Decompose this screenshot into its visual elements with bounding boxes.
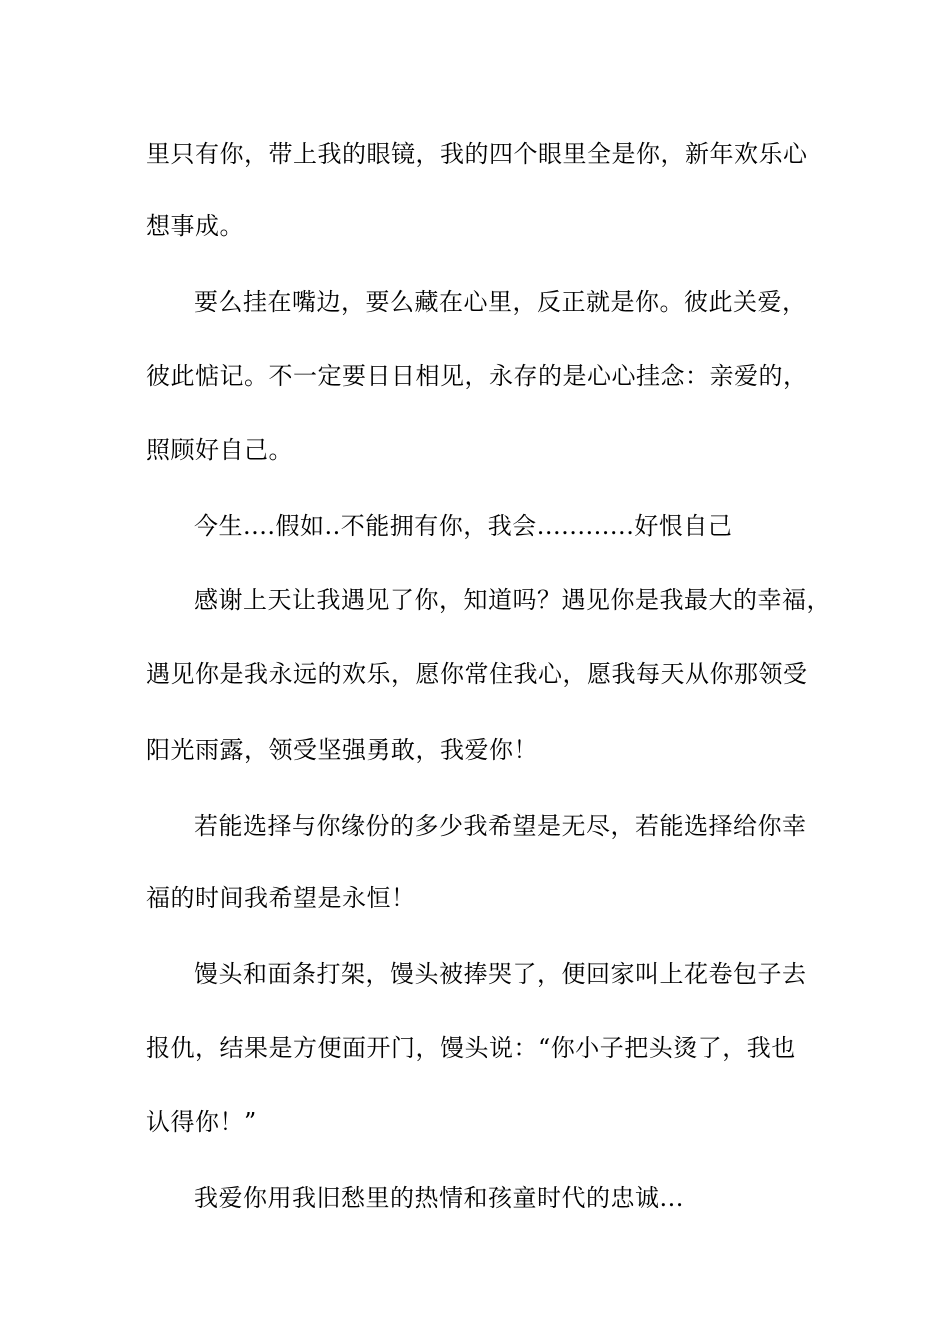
text-line: 报仇，结果是方便面开门，馒头说：“你小子把头烫了，我也 xyxy=(146,1034,796,1062)
text-line: 里只有你，带上我的眼镜，我的四个眼里全是你，新年欢乐心 xyxy=(146,140,808,168)
text-line: 遇见你是我永远的欢乐，愿你常住我心，愿我每天从你那领受 xyxy=(146,660,808,688)
text-line: 认得你！” xyxy=(146,1108,257,1136)
paragraph-start-line: 馒头和面条打架，馒头被捧哭了，便回家叫上花卷包子去 xyxy=(194,960,807,988)
text-line: 照顾好自己。 xyxy=(146,436,293,464)
text-line: 彼此惦记。不一定要日日相见，永存的是心心挂念：亲爱的， xyxy=(146,362,808,390)
paragraph-start-line: 感谢上天让我遇见了你，知道吗？遇见你是我最大的幸福， xyxy=(194,586,831,614)
paragraph-start-line: 要么挂在嘴边，要么藏在心里，反正就是你。彼此关爱， xyxy=(194,288,807,316)
paragraph-start-line: 若能选择与你缘份的多少我希望是无尽，若能选择给你幸 xyxy=(194,812,807,840)
paragraph-start-line: 今生....假如..不能拥有你，我会............好恨自己 xyxy=(194,512,733,540)
text-line: 福的时间我希望是永恒！ xyxy=(146,884,416,912)
text-line: 阳光雨露，领受坚强勇敢，我爱你！ xyxy=(146,736,538,764)
text-line: 想事成。 xyxy=(146,212,244,240)
paragraph-start-line: 我爱你用我旧愁里的热情和孩童时代的忠诚... xyxy=(194,1184,684,1212)
